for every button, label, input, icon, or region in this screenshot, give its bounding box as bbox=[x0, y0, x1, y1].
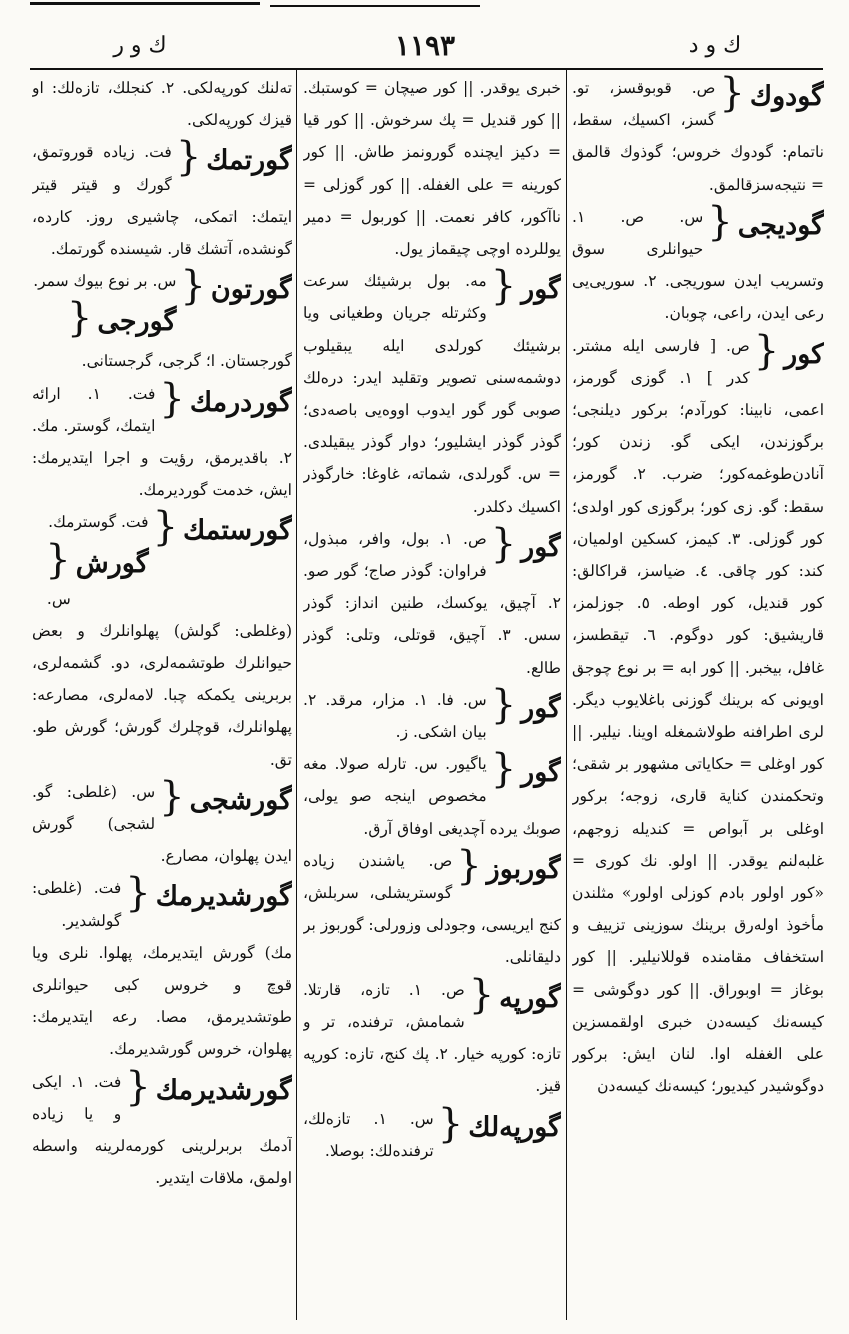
entry-headword: گورتون bbox=[210, 274, 292, 306]
headword-brace: { bbox=[456, 842, 482, 889]
dictionary-entry bbox=[303, 842, 561, 974]
entry-definition: خبرى يوقدر. || كور صيچان = كوستبك. || كور قنديل = پك سرخوش. || كور قيا = دكيز ايچنده گورونمز طاش. || كور كورينه = على الغفله. || كور گوزلى = ناآكور، كافر نعمت. || كوربول = دمير يوللرده اوچى چيقماز يول. bbox=[303, 79, 561, 259]
headword-brace: { bbox=[490, 681, 517, 728]
column-separator bbox=[296, 70, 297, 1320]
headword-brace: { bbox=[152, 504, 179, 551]
entry-definition: س. (وغلطى: گولش) پهلوانلرك و بعض حيوانلرك طوتشمه‌لرى، دو. گشمه‌لرى، بربرينى يكمكه چبا. لامه‌لرى، مصارعه: پهلوانلرك، قوچلرك گورش؛ گورش طو. تق. bbox=[32, 589, 292, 769]
entry-definition: فت. زياده قوروتمق، گورك و قيتر قيتر ايتمك: اتمكى، چاشيرى روز. كارده، گونشده، آتشك قار. شيسنده گورتمك. bbox=[32, 143, 292, 259]
entry-headword: كور bbox=[784, 338, 824, 370]
entry-headword: گوديجى bbox=[737, 209, 824, 241]
entry-headword: گور bbox=[521, 274, 561, 306]
dictionary-entry bbox=[32, 72, 292, 136]
headword-brace: { bbox=[125, 1063, 151, 1110]
entry-definition: فت. (غلطى: گولشدير. مك) گورش ايتديرمك، پهلوا. نلرى ويا قوچ و خروس كبى حيوانلرى طوتشديرمق، مصا. رعه ايتديرمك: پهلوان، خروس گورشديرمك. bbox=[32, 879, 292, 1059]
column-left bbox=[32, 72, 292, 1322]
headword-brace: { bbox=[66, 295, 93, 342]
headword-brace: { bbox=[175, 134, 202, 181]
column-middle bbox=[303, 72, 561, 1322]
dictionary-entry bbox=[32, 536, 292, 776]
dictionary-entry bbox=[32, 375, 292, 507]
entry-definition: ص. ١. تازه، قارتلا. شمامش، ترفنده، تر و تازه: كورپه خيار. ٢. پك كنج، تازه: كورپه قيز. bbox=[303, 980, 561, 1096]
dictionary-entry bbox=[303, 72, 561, 265]
entry-headword: گورستمك bbox=[183, 515, 292, 547]
dictionary-entry bbox=[32, 263, 292, 310]
dictionary-entry bbox=[32, 872, 292, 1065]
entry-definition: س. فا. ١. مزار، مرقد. ٢. بيان اشكى. ز. bbox=[303, 690, 487, 742]
top-decorative-rule-secondary bbox=[270, 5, 480, 7]
headword-brace: { bbox=[753, 327, 780, 374]
headword-brace: { bbox=[180, 263, 206, 310]
headword-brace: { bbox=[159, 375, 185, 422]
top-decorative-rule bbox=[30, 2, 260, 5]
dictionary-entry bbox=[32, 136, 292, 265]
entry-definition: فت. ١. ارائه ايتمك، گوستر. مك. ٢. باقديرمق، رؤيت و اجرا ايتديرمك: ايش، خدمت گورديرمك. bbox=[32, 384, 292, 500]
dictionary-entry bbox=[303, 520, 561, 684]
dictionary-entry bbox=[303, 265, 561, 523]
dictionary-entry bbox=[572, 198, 824, 330]
running-head-left: ك و ر bbox=[113, 33, 167, 58]
dictionary-entry bbox=[32, 773, 292, 873]
dictionary-entry bbox=[572, 72, 824, 201]
headword-brace: { bbox=[719, 72, 745, 116]
entry-definition: گورجستان. ا؛ گرجى، گرجستانى. bbox=[81, 352, 292, 371]
entry-headword: گورش bbox=[75, 547, 149, 579]
headword-brace: { bbox=[490, 520, 517, 567]
column-right bbox=[572, 72, 824, 1322]
entry-definition: ص. قوبوقسز، تو. گسز، اكسيك، سقط، ناتمام: گودوك خروس؛ گوذوك قالمق = نتيجه‌سزقالمق. bbox=[572, 79, 824, 194]
entry-headword: گورپه‌لك bbox=[468, 1111, 561, 1143]
entry-headword: گورشديرمك bbox=[155, 1074, 292, 1106]
headword-brace: { bbox=[468, 971, 495, 1018]
entry-headword: گورشديرمك bbox=[155, 881, 292, 913]
headword-brace: { bbox=[125, 870, 151, 917]
headword-brace: { bbox=[437, 1100, 464, 1147]
entry-definition: ياگيور. س. تارله صولا. مغه مخصوص اينجه صو يولى، صوبك يرده آچديغى اوفاق آرق. bbox=[303, 755, 561, 838]
entry-headword: گودوك bbox=[749, 81, 824, 112]
entry-definition: ص. ١. بول، وافر، مبذول، فراوان: گوذر صاج؛ گور صو. ٢. آچيق، يوكسك، طنين انداز: گوذر سس. ٣. آچيق، قوتلى، وتلى: گوذر طالع. bbox=[303, 529, 561, 677]
dictionary-entry bbox=[303, 971, 561, 1103]
headword-brace: { bbox=[159, 773, 185, 820]
running-head-right: ك و د bbox=[688, 33, 742, 58]
dictionary-entry bbox=[303, 1100, 561, 1167]
headword-brace: { bbox=[490, 263, 517, 310]
entry-definition: مه. بول برشيئك سرعت وكثرتله جريان وطغيانى ويا برشيئك كورلدى ايله يبقيلوب دوشمه‌سنى تصوير وتقليد ايدر: درەلك صوبى گور گور ايدوب اووه‌يى باصه‌دى؛ گوذر گوذر ايشليور؛ دوار گوذر يبقيلدى. = س. گورلدى، شماته، غاوغا: خارگوذر اكسيك دكلدر. bbox=[303, 272, 561, 516]
entry-headword: گور bbox=[521, 757, 561, 789]
entry-definition: فت. ١. ايكى و يا زياده آدمك بربرلرينى كورمه‌لرينه واسطه اولمق، ملاقات ايتدير. bbox=[32, 1072, 292, 1188]
entry-definition: ص. [ فارسى ايله مشتر. كدر ] ١. گوزى گورمز، اعمى، نابينا: كورآدم؛ بركور ديلنجى؛ برگوزندن، ايكى گو. زندن كور؛ آنادن‌طوغمه‌كور؛ ضرب. ٢. گورمز، سقط: گو. زى كور؛ برگوزى كور اولدى؛ كور گوزلى. ٣. كيمز، كسكين اولميان، كند: كور چاقى. ٤. ضياسز، قراكالق: كور قنديل، كور اوطه. ٥. جوزلمز، قاريشيق: كور دوگوم. ٦. تيقطسز، غافل، بيخبر. || كور ابه = بر نوع چوجق اويونى كه برينك گوزنى باغلايوب ديگر. لرى اطرافنه طولاشمغله اوينا. نيلير. || كور اوغلى = حكاياتى مشهور بر شقى؛ وتحكمندن كناية قارى، زوجه؛ بركور اوغلى بر آبواص = كنديله زوجهم، غلبه‌لنم يوقدر. || اولو. نك كورى = «كور اولور بادم كوزلى اولور» مثلندن مأخوذ اوله‌رق برينك سوزينى تزييف و استخفاف مقامنده قوللانيلير. || كور بوغاز = اوبوراق. || كور دوگوشى = كيسه‌نك كيسه‌دن خبرى اولقمسزين على الغفله اوا. لنان ايش: بركور دوگوشيدر كيديور؛ كيسه‌نك كيسه‌دن bbox=[572, 336, 824, 1096]
headword-brace: { bbox=[45, 536, 71, 583]
entry-headword: گورجى bbox=[97, 306, 177, 338]
page-number: ١١٩٣ bbox=[394, 29, 456, 62]
headword-brace: { bbox=[707, 198, 733, 245]
dictionary-entry bbox=[32, 504, 292, 551]
entry-definition: ته‌لنك كورپه‌لكى. ٢. كنجلك، تازه‌لك: او قيزك كورپه‌لكى. bbox=[32, 79, 292, 130]
column-separator bbox=[566, 70, 567, 1320]
dictionary-entry bbox=[303, 748, 561, 845]
entry-definition: س. (غلطى: گو. لشجى) گورش ايدن پهلوان، مصارع. bbox=[32, 782, 292, 866]
entry-headword: گور bbox=[521, 692, 561, 724]
entry-headword: گوربوز bbox=[486, 853, 561, 885]
entry-headword: گورتمك bbox=[206, 145, 292, 177]
entry-headword: گور bbox=[521, 531, 561, 563]
entry-definition: س. ١. تازه‌لك، ترفنده‌لك: بوصلا. bbox=[303, 1109, 434, 1160]
entry-headword: گورپه bbox=[499, 982, 561, 1014]
entry-headword: گوردرمك bbox=[189, 386, 292, 418]
entry-definition: س. ص. ١. حيوانلرى سوق وتسريب ايدن سوريجى. ٢. سوريى‌يى رعى ايدن، راعى، چوبان. bbox=[572, 207, 824, 323]
headword-brace: { bbox=[490, 746, 517, 793]
dictionary-entry bbox=[303, 681, 561, 748]
entry-definition: س. بر نوع بيوك سمر. bbox=[33, 272, 177, 291]
entry-definition: ص. ياشندن زياده گوستريشلى، سربلش، كنج ايريسى، وجودلى وزورلى: گوربوز بر دليقانلى. bbox=[303, 851, 561, 967]
entry-definition: فت. گوسترمك. bbox=[48, 513, 149, 532]
entry-headword: گورشجى bbox=[189, 784, 292, 816]
dictionary-entry bbox=[572, 327, 824, 1103]
header-rule bbox=[30, 68, 823, 70]
dictionary-entry bbox=[32, 1063, 292, 1195]
